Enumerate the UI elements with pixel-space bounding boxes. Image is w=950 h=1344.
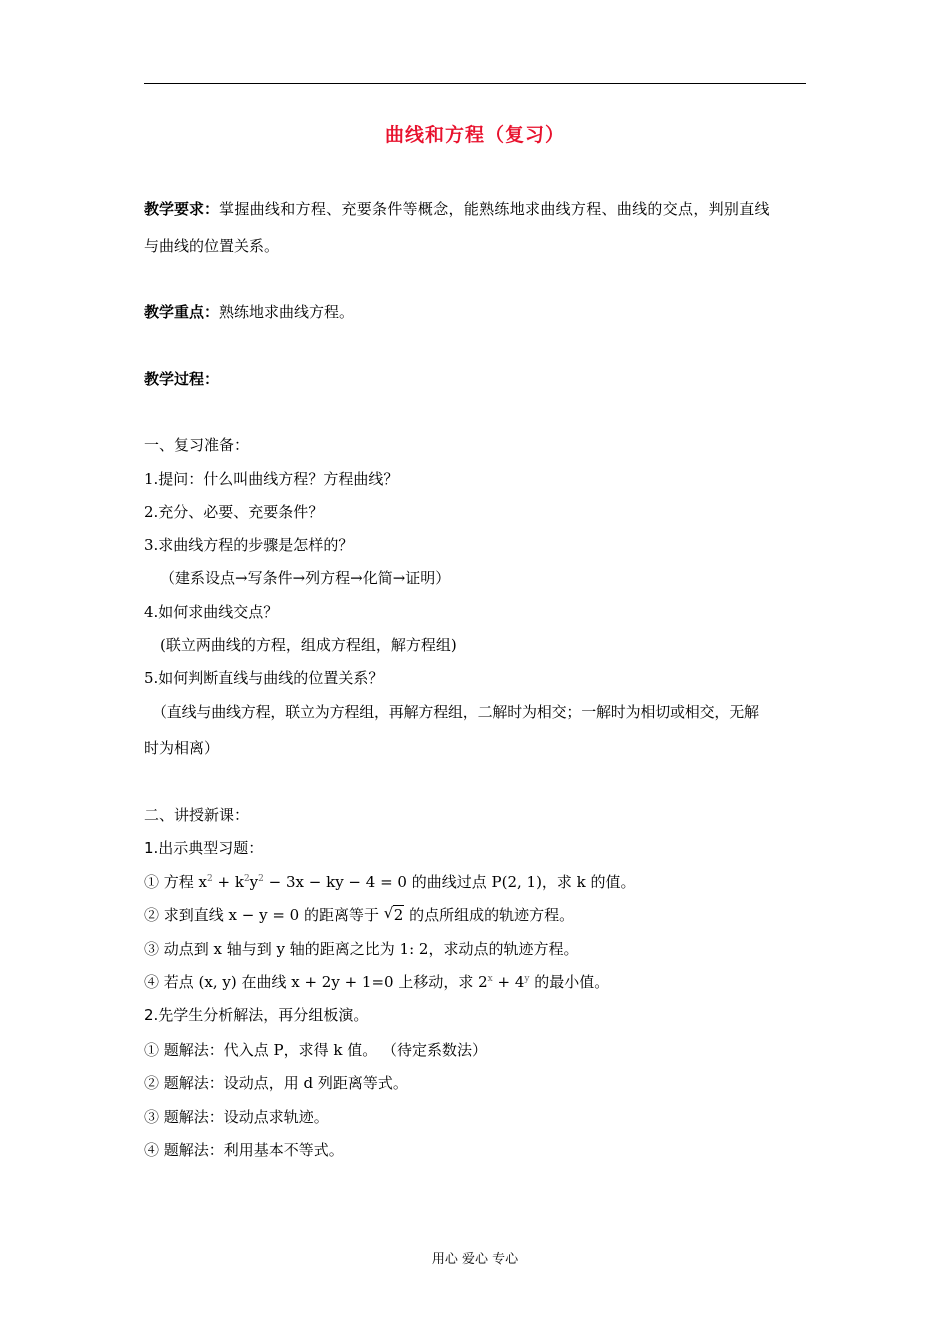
review-item-3: 3.求曲线方程的步骤是怎样的？ xyxy=(144,536,354,554)
question-2 xyxy=(144,905,574,925)
key-points-text: 熟练地求曲线方程。 xyxy=(219,303,355,321)
process-label: 教学过程： xyxy=(144,370,220,388)
solution-4: ④ 题解法：利用基本不等式。 xyxy=(144,1141,344,1159)
page-footer: 用心 爱心 专心 xyxy=(431,1252,519,1267)
q1-part-c: y xyxy=(249,873,259,891)
review-item-1: 1.提问：什么叫曲线方程？方程曲线？ xyxy=(144,470,399,488)
new-lesson-sub-2: 2.先学生分析解法，再分组板演。 xyxy=(144,1006,369,1024)
review-heading: 一、复习准备： xyxy=(144,436,250,454)
question-3: ③ 动点到 x 轴与到 y 轴的距离之比为 1: 2，求动点的轨迹方程。 xyxy=(144,940,579,958)
solution-1: ① 题解法：代入点 P，求得 k 值。 （待定系数法） xyxy=(144,1041,488,1059)
requirements-line-1 xyxy=(144,199,806,219)
page-title: 曲线和方程（复习） xyxy=(384,124,565,146)
key-points-label: 教学重点： xyxy=(144,303,220,321)
radicand: 2 xyxy=(393,906,404,924)
question-4 xyxy=(144,972,609,992)
sqrt-2 xyxy=(384,905,405,925)
review-item-3-answer: （建系设点→写条件→列方程→化简→证明） xyxy=(160,569,451,587)
review-item-5-answer-2: 时为相离） xyxy=(144,739,220,757)
requirements-text-1: 掌握曲线和方程、充要条件等概念，能熟练地求曲线方程、曲线的交点，判别直线 xyxy=(219,200,770,218)
q1-part-b: + k xyxy=(212,873,244,891)
header-rule xyxy=(144,83,806,84)
review-item-2: 2.充分、必要、充要条件？ xyxy=(144,503,324,521)
q4-sup-2: y xyxy=(524,974,530,984)
review-item-4-answer: (联立两曲线的方程，组成方程组，解方程组) xyxy=(160,636,457,654)
q4-part-c: 的最小值。 xyxy=(529,973,610,991)
solution-3: ③ 题解法：设动点求轨迹。 xyxy=(144,1108,329,1126)
q1-sup-2: 2 xyxy=(243,874,250,884)
q4-part-b: + 4 xyxy=(492,973,525,991)
q1-sup-1: 2 xyxy=(207,874,213,884)
new-lesson-heading: 二、讲授新课： xyxy=(144,806,250,824)
radical-sign: √ xyxy=(383,904,394,922)
question-1 xyxy=(144,872,636,892)
review-item-5: 5.如何判断直线与曲线的位置关系？ xyxy=(144,669,384,687)
review-item-5-answer-1: （直线与曲线方程，联立为方程组，再解方程组，二解时为相交；一解时为相切或相交，无解 xyxy=(152,703,759,721)
new-lesson-sub-1: 1.出示典型习题： xyxy=(144,839,264,857)
key-points-line xyxy=(144,302,354,322)
requirements-label: 教学要求： xyxy=(144,200,220,218)
q1-sup-3: 2 xyxy=(258,874,264,884)
review-item-4: 4.如何求曲线交点？ xyxy=(144,603,279,621)
q1-part-d: − 3x − ky − 4 = 0 的曲线过点 P(2, 1)，求 k 的值。 xyxy=(263,873,636,891)
requirements-line-2: 与曲线的位置关系。 xyxy=(144,237,280,255)
q4-sup-1: x xyxy=(487,974,493,984)
q2-part-b: 的点所组成的轨迹方程。 xyxy=(404,906,575,924)
q2-part-a: ② 求到直线 x − y = 0 的距离等于 xyxy=(144,906,384,924)
q4-part-a: ④ 若点 (x, y) 在曲线 x + 2y + 1=0 上移动，求 2 xyxy=(144,973,488,991)
q1-part-a: ① 方程 x xyxy=(144,873,207,891)
solution-2: ② 题解法：设动点，用 d 列距离等式。 xyxy=(144,1074,408,1092)
